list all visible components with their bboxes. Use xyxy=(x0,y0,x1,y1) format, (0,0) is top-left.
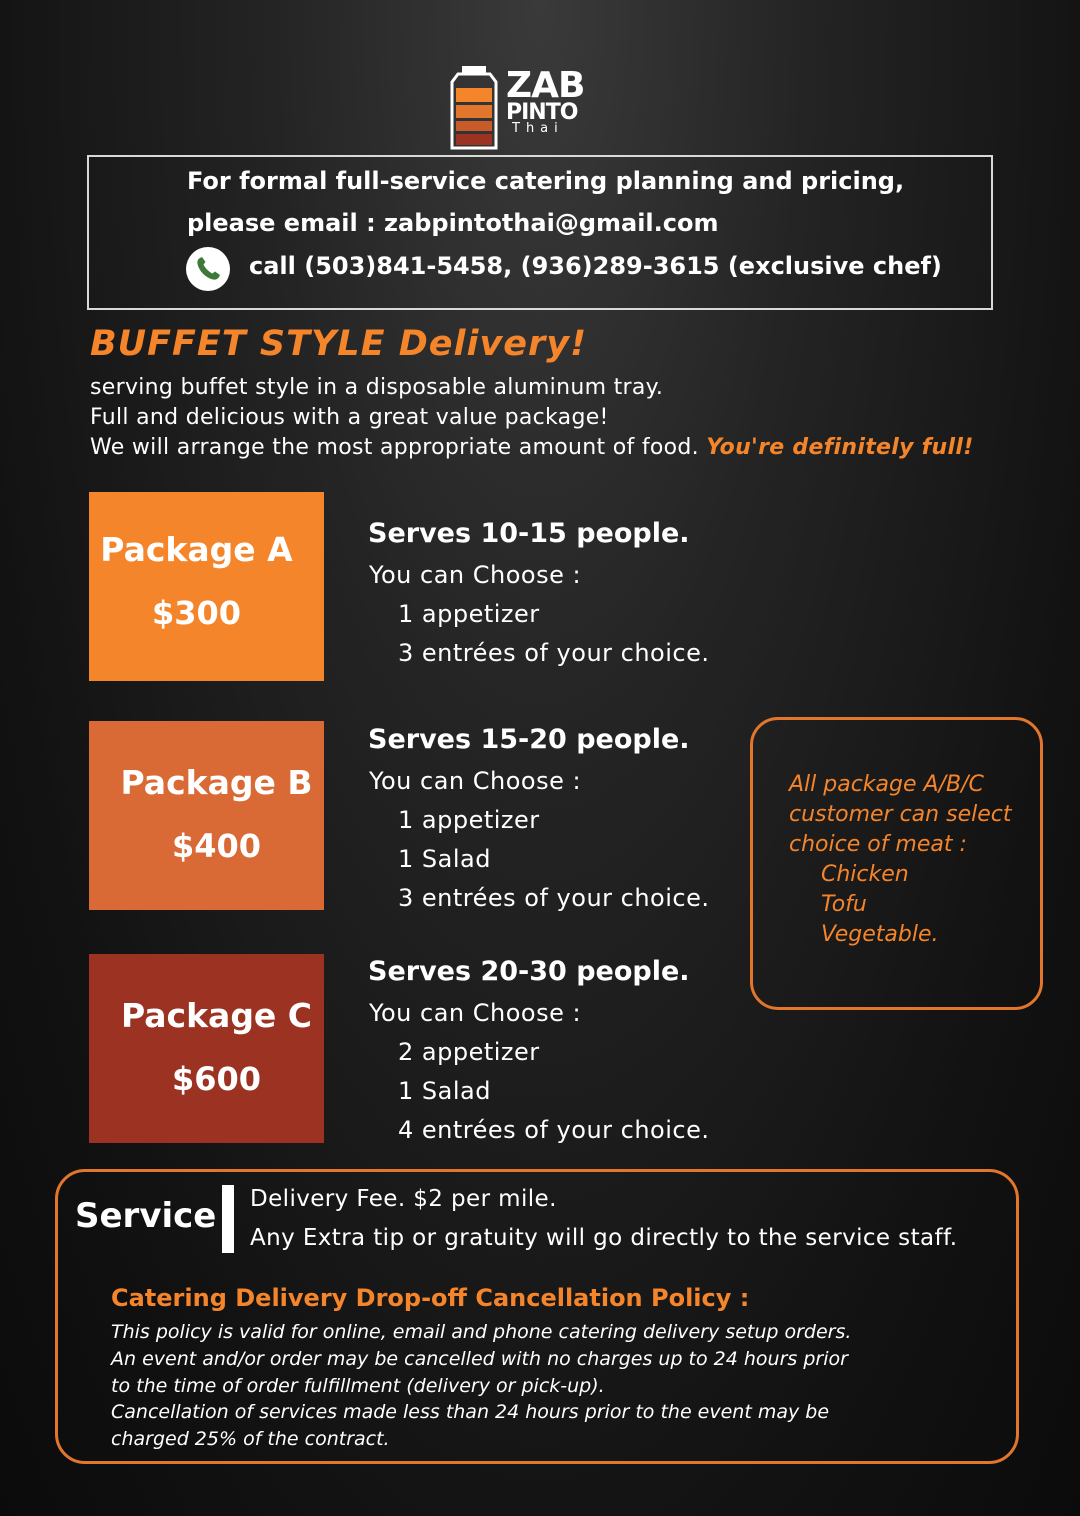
service-delivery-fee: Delivery Fee. $2 per mile. xyxy=(250,1186,557,1212)
package-b-item: 1 Salad xyxy=(398,845,491,873)
package-c-serves: Serves 20-30 people. xyxy=(368,956,690,987)
package-b-name: Package B xyxy=(120,763,313,802)
package-a-price: $300 xyxy=(151,594,242,632)
policy-line: This policy is valid for online, email and phone catering delivery setup orders. xyxy=(111,1321,852,1343)
package-b-card xyxy=(89,721,324,910)
package-c-item: 1 Salad xyxy=(398,1077,491,1105)
service-tip-note: Any Extra tip or gratuity will go directly to the service staff. xyxy=(250,1225,958,1251)
service-label: Service xyxy=(75,1196,217,1236)
service-divider xyxy=(222,1185,234,1253)
package-c-name: Package C xyxy=(120,996,313,1035)
package-a-item: 3 entrées of your choice. xyxy=(398,639,710,667)
package-a-item: 1 appetizer xyxy=(398,600,540,628)
intro-line-3-text: We will arrange the most appropriate amount of food. xyxy=(90,435,699,460)
package-b-item: 1 appetizer xyxy=(398,806,540,834)
logo-thai: Thai xyxy=(512,121,564,136)
intro-emphasis: You're definitely full! xyxy=(706,435,974,460)
package-c-card xyxy=(89,954,324,1143)
meat-choice-box xyxy=(750,717,1043,1010)
policy-title: Catering Delivery Drop-off Cancellation Policy : xyxy=(111,1284,750,1312)
contact-email[interactable]: please email : zabpintothai@gmail.com xyxy=(187,209,719,237)
phone-icon xyxy=(186,247,230,291)
meat-option: Chicken xyxy=(821,862,909,887)
package-b-choose: You can Choose : xyxy=(369,767,582,795)
package-b-item: 3 entrées of your choice. xyxy=(398,884,710,912)
intro-line-3 xyxy=(90,435,974,460)
policy-line: Cancellation of services made less than 24 hours prior to the event may be xyxy=(111,1401,830,1423)
logo-pinto: PINTO xyxy=(506,100,578,125)
intro-line-2: Full and delicious with a great value package! xyxy=(90,405,609,430)
package-a-choose: You can Choose : xyxy=(369,561,582,589)
contact-line-1: For formal full-service catering planning and pricing, xyxy=(187,167,905,195)
meat-option: Tofu xyxy=(821,892,867,917)
package-a-name: Package A xyxy=(100,530,293,569)
package-c-item: 4 entrées of your choice. xyxy=(398,1116,710,1144)
policy-line: An event and/or order may be cancelled with no charges up to 24 hours prior xyxy=(111,1348,848,1370)
policy-line: to the time of order fulfillment (delivery or pick-up). xyxy=(111,1375,605,1397)
buffet-title: BUFFET STYLE Delivery! xyxy=(90,324,588,364)
package-b-serves: Serves 15-20 people. xyxy=(368,724,690,755)
zab-pinto-thai-logo xyxy=(448,66,588,150)
contact-phone[interactable]: call (503)841-5458, (936)289-3615 (exclusive chef) xyxy=(249,252,942,280)
meat-note-line: All package A/B/C xyxy=(789,772,984,797)
logo-wordmark xyxy=(506,65,585,136)
intro-line-1: serving buffet style in a disposable aluminum tray. xyxy=(90,375,664,400)
meat-option: Vegetable. xyxy=(821,922,939,947)
meat-note-line: choice of meat : xyxy=(789,832,967,857)
package-c-choose: You can Choose : xyxy=(369,999,582,1027)
package-a-serves: Serves 10-15 people. xyxy=(368,518,690,549)
package-c-price: $600 xyxy=(171,1060,262,1098)
package-a-card xyxy=(89,492,324,681)
jar-logo-icon xyxy=(448,66,500,150)
logo-zab: ZAB xyxy=(506,65,585,106)
meat-note-line: customer can select xyxy=(789,802,1012,827)
package-b-price: $400 xyxy=(171,827,262,865)
contact-box xyxy=(87,155,993,310)
package-c-item: 2 appetizer xyxy=(398,1038,540,1066)
policy-line: charged 25% of the contract. xyxy=(111,1428,390,1450)
